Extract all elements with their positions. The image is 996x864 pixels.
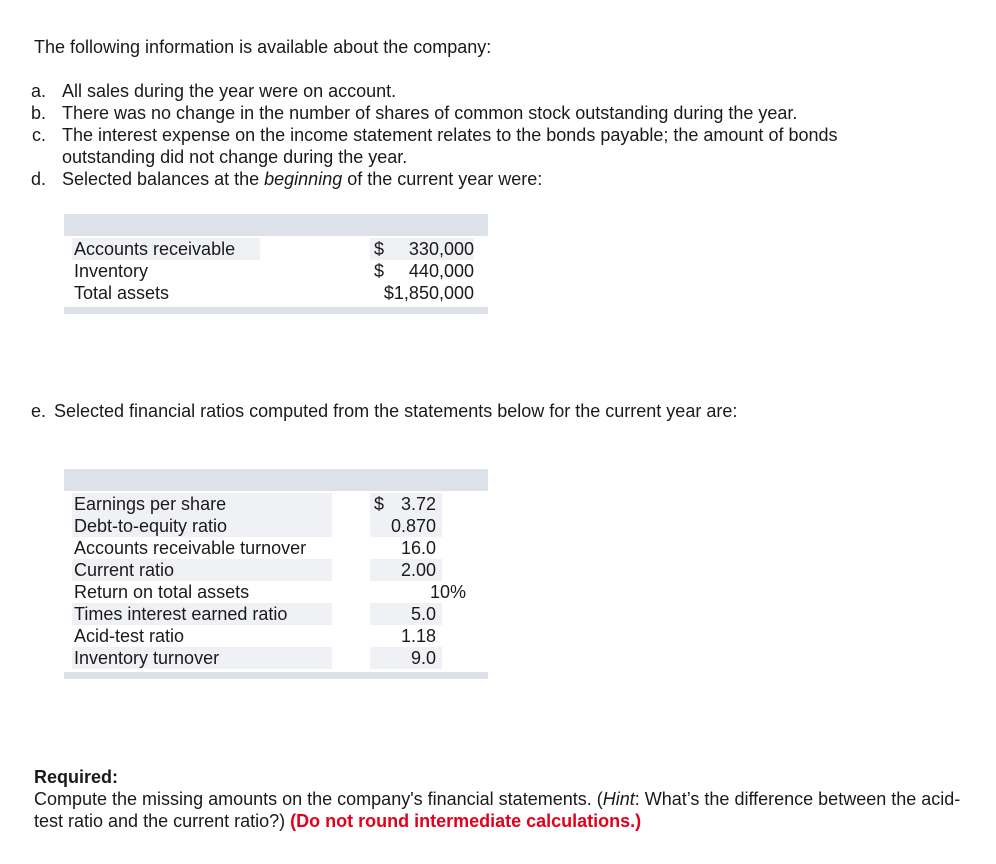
row-label: Earnings per share (72, 493, 332, 515)
row-label: Current ratio (72, 559, 332, 581)
beginning-balances-table (64, 214, 488, 314)
amount: 2.00 (400, 560, 436, 580)
table-header-band (64, 214, 488, 236)
amount: 330,000 (408, 239, 474, 259)
table-row (64, 625, 488, 647)
table-body (64, 491, 488, 672)
row-label: Inventory turnover (72, 647, 332, 669)
list-item-text: All sales during the year were on account. (62, 81, 397, 101)
hint-label: Hint (602, 789, 635, 809)
table-row (64, 515, 488, 537)
instruction-text: Compute the missing amounts on the company's financial statements. ( (34, 789, 603, 809)
table-row (64, 282, 488, 304)
required-section (34, 766, 974, 832)
row-label: Return on total assets (74, 582, 250, 602)
row-value (370, 537, 442, 559)
financial-ratios-table (64, 469, 488, 679)
list-item-b (20, 102, 892, 124)
table-row (64, 537, 488, 559)
amount: 10% (429, 582, 466, 602)
table-body (64, 236, 488, 307)
rounding-warning: (Do not round intermediate calculations.) (290, 811, 642, 831)
amount: 0.870 (390, 516, 436, 536)
table-row (64, 493, 488, 515)
table-row (64, 581, 488, 603)
table-row (64, 559, 488, 581)
row-label: Accounts receivable (72, 238, 260, 260)
row-value (370, 515, 442, 537)
list-item-text: Selected financial ratios computed from the statements below for the current year are: (54, 401, 738, 421)
row-label: Acid-test ratio (74, 626, 185, 646)
list-marker: a. (30, 81, 46, 101)
list-marker: d. (30, 169, 46, 189)
list-item-d (20, 168, 892, 190)
amount: 1.18 (400, 626, 436, 646)
row-label: Accounts receivable turnover (74, 538, 307, 558)
list-item-text-end: of the current year were: (342, 169, 543, 189)
row-value (370, 647, 442, 669)
row-value (370, 603, 442, 625)
list-marker: e. (30, 401, 46, 421)
list-item-c (20, 124, 872, 168)
table-row (64, 647, 488, 669)
required-heading: Required: (34, 767, 119, 787)
intro-text: The following information is available about the company: (34, 37, 492, 57)
row-value (370, 282, 474, 304)
amount: 9.0 (410, 648, 436, 668)
amount: 3.72 (400, 494, 436, 514)
required-instructions (34, 788, 974, 832)
currency-symbol: $ (374, 239, 385, 259)
table-row (64, 603, 488, 625)
table-footer-band (64, 672, 488, 679)
row-label: Inventory (74, 261, 149, 281)
list-item-e (20, 400, 737, 422)
info-list (20, 80, 892, 190)
currency-symbol: $ (374, 494, 385, 514)
amount: $1,850,000 (383, 283, 474, 303)
list-item-a (20, 80, 892, 102)
row-label: Debt-to-equity ratio (72, 515, 332, 537)
hint-text: : What’s the difference between the acid-test ratio and the current ratio?) (34, 789, 961, 831)
row-value (370, 260, 474, 282)
list-marker: c. (31, 125, 46, 145)
row-label: Times interest earned ratio (72, 603, 332, 625)
row-value (370, 559, 442, 581)
table-row (64, 238, 488, 260)
row-label: Total assets (74, 283, 170, 303)
list-marker: b. (30, 103, 46, 123)
list-item-emphasis: beginning (264, 169, 343, 189)
table-footer-band (64, 307, 488, 314)
row-value (370, 493, 442, 515)
amount: 16.0 (400, 538, 436, 558)
amount: 440,000 (408, 261, 474, 281)
row-value (370, 625, 442, 647)
table-header-band (64, 469, 488, 491)
list-item-text: The interest expense on the income statement relates to the bonds payable; the amount of bonds outstanding did not change during the year. (62, 125, 838, 167)
row-value (370, 581, 466, 603)
list-item-text-start: Selected balances at the (62, 169, 265, 189)
list-item-text: There was no change in the number of shares of common stock outstanding during the year. (62, 103, 798, 123)
amount: 5.0 (410, 604, 436, 624)
currency-symbol: $ (374, 261, 385, 281)
table-row (64, 260, 488, 282)
row-value (370, 238, 474, 260)
